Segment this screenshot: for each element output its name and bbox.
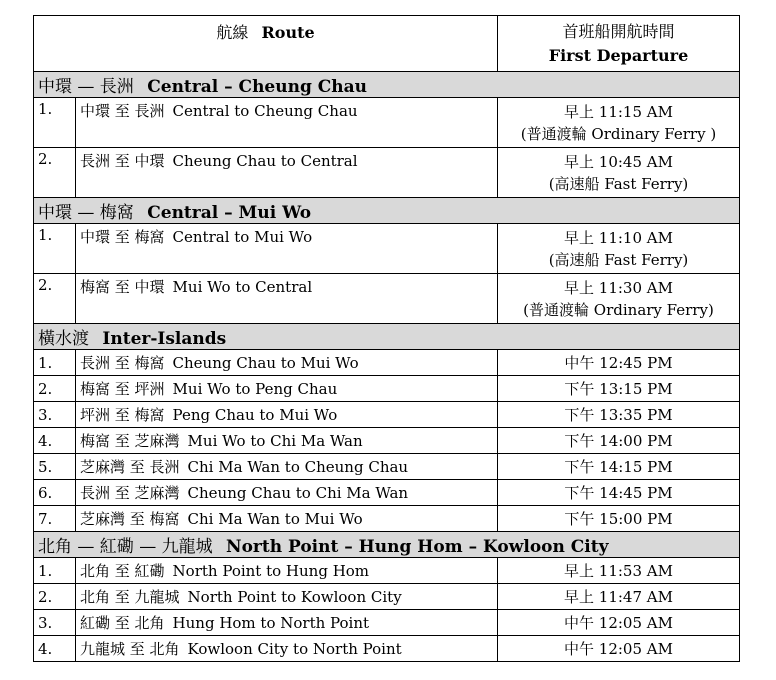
section-header-central-mui-wo (34, 198, 740, 224)
route-cell (76, 636, 498, 662)
route-en: Central to Mui Wo (172, 228, 313, 246)
route-header-zh: 航線 (216, 23, 249, 42)
table-row (34, 224, 740, 274)
route-zh: 中環 至 長洲 (80, 102, 165, 120)
section-header-north-point (34, 532, 740, 558)
table-row (34, 376, 740, 402)
route-en: North Point to Hung Hom (172, 562, 370, 580)
route-en: Hung Hom to North Point (172, 614, 370, 632)
route-cell (76, 148, 498, 198)
row-number: 2. (34, 274, 76, 324)
route-cell (76, 558, 498, 584)
section-title-en: Central – Mui Wo (147, 203, 312, 223)
route-en: Mui Wo to Chi Ma Wan (187, 432, 363, 450)
section-header-central-cheung-chau (34, 72, 740, 98)
route-en: Kowloon City to North Point (187, 640, 402, 658)
route-en: Mui Wo to Central (172, 278, 313, 296)
table-row (34, 584, 740, 610)
first-departure-header-zh: 首班船開航時間 (562, 21, 675, 41)
departure-time: 下午 14:45 PM (498, 480, 740, 506)
route-zh: 長洲 至 梅窩 (80, 354, 165, 372)
section-title-en: North Point – Hung Hom – Kowloon City (226, 537, 609, 557)
departure-time: 早上 11:15 AM (564, 102, 673, 121)
route-cell (76, 584, 498, 610)
route-zh: 芝麻灣 至 梅窩 (80, 510, 180, 528)
row-number: 2. (34, 584, 76, 610)
route-en: Peng Chau to Mui Wo (172, 406, 338, 424)
route-cell (76, 610, 498, 636)
ferry-type: (普通渡輪 Ordinary Ferry ) (520, 124, 717, 143)
row-number: 1. (34, 98, 76, 148)
table-row (34, 558, 740, 584)
route-cell (76, 376, 498, 402)
table-header-row (34, 16, 740, 72)
table-row (34, 402, 740, 428)
section-header-inter-islands (34, 324, 740, 350)
route-cell (76, 480, 498, 506)
table-row (34, 454, 740, 480)
table-row (34, 506, 740, 532)
row-number: 1. (34, 558, 76, 584)
route-zh: 坪洲 至 梅窩 (80, 406, 165, 424)
table-row (34, 428, 740, 454)
route-en: Cheung Chau to Chi Ma Wan (187, 484, 409, 502)
departure-time: 下午 14:15 PM (498, 454, 740, 480)
ferry-type: (高速船 Fast Ferry) (548, 174, 689, 193)
route-header-en: Route (261, 23, 315, 42)
route-cell (76, 98, 498, 148)
table-row (34, 480, 740, 506)
row-number: 4. (34, 428, 76, 454)
table-row (34, 274, 740, 324)
first-departure-header (498, 16, 740, 72)
departure-cell (498, 148, 740, 198)
departure-time: 下午 13:35 PM (498, 402, 740, 428)
route-en: Central to Cheung Chau (172, 102, 358, 120)
route-zh: 長洲 至 中環 (80, 152, 165, 170)
route-zh: 中環 至 梅窩 (80, 228, 165, 246)
table-row (34, 98, 740, 148)
route-en: Mui Wo to Peng Chau (172, 380, 338, 398)
route-zh: 長洲 至 芝麻灣 (80, 484, 180, 502)
ferry-type: (普通渡輪 Ordinary Ferry) (523, 300, 714, 319)
departure-time: 中午 12:05 AM (498, 610, 740, 636)
route-cell (76, 274, 498, 324)
section-title-zh: 橫水渡 (38, 329, 89, 349)
departure-time: 早上 11:30 AM (564, 278, 673, 297)
section-title-zh: 北角 — 紅磡 — 九龍城 (38, 537, 213, 557)
departure-time: 早上 11:47 AM (498, 584, 740, 610)
route-cell (76, 454, 498, 480)
route-en: Chi Ma Wan to Mui Wo (187, 510, 363, 528)
row-number: 3. (34, 610, 76, 636)
route-en: Chi Ma Wan to Cheung Chau (187, 458, 409, 476)
route-cell (76, 350, 498, 376)
row-number: 5. (34, 454, 76, 480)
departure-time: 中午 12:45 PM (498, 350, 740, 376)
departure-time: 中午 12:05 AM (498, 636, 740, 662)
section-title-en: Central – Cheung Chau (147, 77, 368, 97)
departure-time: 下午 15:00 PM (498, 506, 740, 532)
departure-cell (498, 224, 740, 274)
row-number: 4. (34, 636, 76, 662)
section-title-zh: 中環 — 梅窩 (38, 203, 134, 223)
row-number: 6. (34, 480, 76, 506)
row-number: 3. (34, 402, 76, 428)
route-cell (76, 506, 498, 532)
row-number: 1. (34, 350, 76, 376)
route-cell (76, 402, 498, 428)
route-zh: 梅窩 至 坪洲 (80, 380, 165, 398)
route-zh: 芝麻灣 至 長洲 (80, 458, 180, 476)
departure-time: 下午 13:15 PM (498, 376, 740, 402)
route-cell (76, 428, 498, 454)
route-zh: 九龍城 至 北角 (80, 640, 180, 658)
route-header (34, 16, 498, 72)
row-number: 1. (34, 224, 76, 274)
departure-cell (498, 274, 740, 324)
table-row (34, 350, 740, 376)
row-number: 7. (34, 506, 76, 532)
ferry-type: (高速船 Fast Ferry) (548, 250, 689, 269)
row-number: 2. (34, 376, 76, 402)
section-title-en: Inter-Islands (102, 329, 227, 349)
route-en: Cheung Chau to Central (172, 152, 358, 170)
route-zh: 梅窩 至 芝麻灣 (80, 432, 180, 450)
route-cell (76, 224, 498, 274)
route-zh: 北角 至 九龍城 (80, 588, 180, 606)
table-row (34, 636, 740, 662)
route-zh: 梅窩 至 中環 (80, 278, 165, 296)
departure-time: 早上 11:10 AM (564, 228, 673, 247)
row-number: 2. (34, 148, 76, 198)
route-en: Cheung Chau to Mui Wo (172, 354, 359, 372)
route-en: North Point to Kowloon City (187, 588, 402, 606)
route-zh: 北角 至 紅磡 (80, 562, 165, 580)
departure-cell (498, 98, 740, 148)
section-title-zh: 中環 — 長洲 (38, 77, 134, 97)
ferry-schedule-table (33, 15, 740, 662)
table-row (34, 610, 740, 636)
first-departure-header-en: First Departure (548, 45, 689, 65)
table-row (34, 148, 740, 198)
departure-time: 早上 11:53 AM (498, 558, 740, 584)
route-zh: 紅磡 至 北角 (80, 614, 165, 632)
departure-time: 下午 14:00 PM (498, 428, 740, 454)
departure-time: 早上 10:45 AM (564, 152, 673, 171)
